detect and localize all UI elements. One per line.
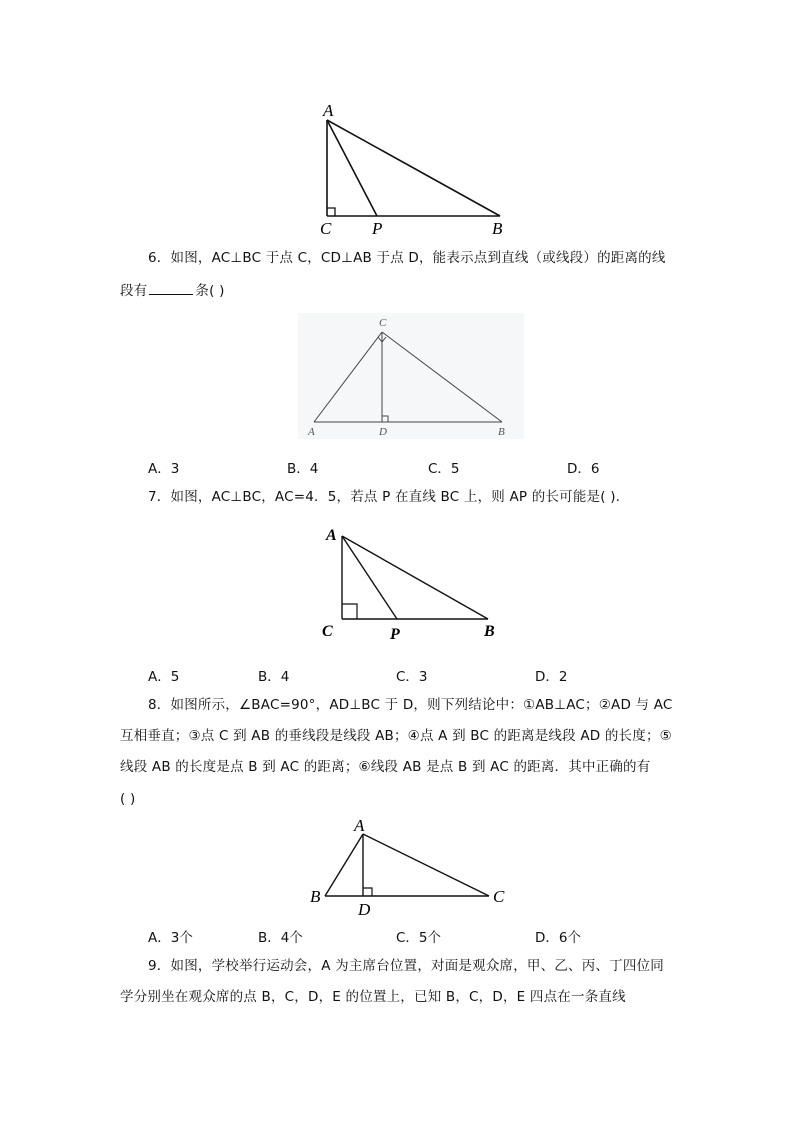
q9-text-line1: 9．如图，学校举行运动会，A 为主席台位置，对面是观众席，甲、乙、丙、丁四位同 xyxy=(148,958,664,974)
q8-option-d[interactable]: D．6个 xyxy=(535,930,581,946)
q7-text-line1: 7．如图，AC⊥BC，AC=4．5，若点 P 在直线 BC 上，则 AP 的长可能是( ). xyxy=(148,489,621,505)
label-d: D xyxy=(379,426,387,438)
q8-text-line4: ( ) xyxy=(120,791,136,807)
label-a: A xyxy=(326,527,337,544)
q8-option-a[interactable]: A．3个 xyxy=(148,930,193,946)
label-c: C xyxy=(379,317,387,329)
q6-option-d[interactable]: D．6 xyxy=(567,461,600,477)
q7-option-a[interactable]: A．5 xyxy=(148,669,180,685)
q6-text-part1: 段有 xyxy=(120,283,148,299)
label-c: C xyxy=(493,887,505,906)
q8-option-c[interactable]: C．5个 xyxy=(396,930,442,946)
q6-option-b[interactable]: B．4 xyxy=(287,461,319,477)
q6-text-line1: 6．如图，AC⊥BC 于点 C，CD⊥AB 于点 D，能表示点到直线（或线段）的距离的线 xyxy=(148,250,666,266)
label-b: B xyxy=(310,887,321,906)
q6-option-c[interactable]: C．5 xyxy=(428,461,460,477)
label-b: B xyxy=(492,219,503,238)
label-p: P xyxy=(390,626,400,643)
label-b: B xyxy=(498,426,505,438)
figure-q6-triangle xyxy=(298,313,524,439)
q7-option-c[interactable]: C．3 xyxy=(396,669,428,685)
figure-q7-triangle xyxy=(320,522,510,644)
q6-text-line2 xyxy=(120,281,225,300)
figure-q8-triangle xyxy=(305,815,515,919)
q7-option-b[interactable]: B．4 xyxy=(258,669,290,685)
q6-text-part2: 条( ) xyxy=(195,283,225,299)
label-c: C xyxy=(322,623,333,640)
label-a: A xyxy=(323,101,334,120)
label-a: A xyxy=(308,426,315,438)
q6-option-a[interactable]: A．3 xyxy=(148,461,180,477)
q8-text-line2: 互相垂直；③点 C 到 AB 的垂线段是线段 AB；④点 A 到 BC 的距离是线段 AD 的长度；⑤ xyxy=(120,728,672,744)
q9-text-line2: 学分别坐在观众席的点 B，C，D，E 的位置上，已知 B，C，D，E 四点在一条直线 xyxy=(120,989,626,1005)
label-c: C xyxy=(320,219,332,238)
label-d: D xyxy=(358,900,371,919)
label-b: B xyxy=(484,623,495,640)
figure-triangle-acpb-top xyxy=(310,98,530,238)
q8-text-line3: 线段 AB 的长度是点 B 到 AC 的距离；⑥线段 AB 是点 B 到 AC 的距离．其中正确的有 xyxy=(120,759,651,775)
q8-text-line1: 8．如图所示，∠BAC=90°，AD⊥BC 于 D，则下列结论中：①AB⊥AC；②AD 与 AC xyxy=(148,697,673,713)
label-p: P xyxy=(372,219,383,238)
answer-blank xyxy=(149,281,193,295)
q8-option-b[interactable]: B．4个 xyxy=(258,930,303,946)
q7-option-d[interactable]: D．2 xyxy=(535,669,568,685)
label-a: A xyxy=(354,816,365,835)
